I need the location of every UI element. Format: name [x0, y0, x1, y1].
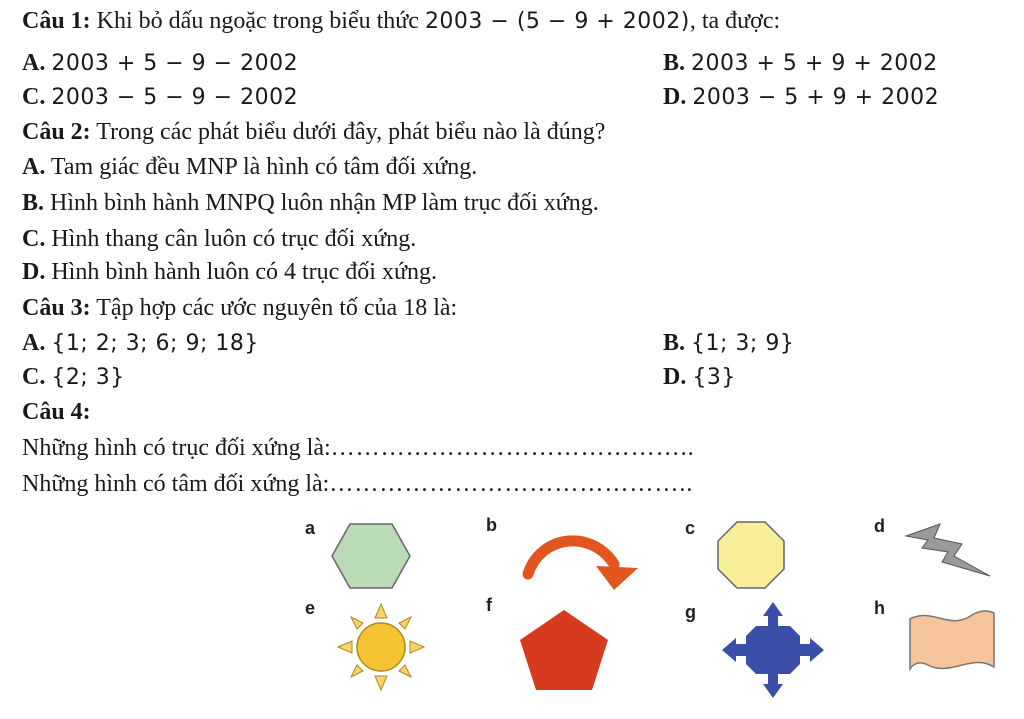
option-value: Tam giác đều MNP là hình có tâm đối xứng.: [50, 154, 478, 180]
option-key: C.: [22, 226, 46, 252]
sun-figure: [336, 602, 426, 692]
option-value: {1; 3; 9}: [691, 331, 795, 356]
option-value: {3}: [692, 365, 736, 390]
question-3-text: Tập hợp các ước nguyên tố của 18 là:: [96, 295, 458, 321]
four-arrow-cross-figure: [720, 600, 826, 700]
option-key: B.: [663, 50, 686, 76]
option-value: Hình thang cân luôn có trục đối xứng.: [51, 226, 417, 252]
option-key: C.: [22, 364, 46, 390]
question-1-label: Câu 1:: [22, 8, 91, 34]
hexagon-figure: [330, 522, 412, 590]
question-1-tail: , ta được:: [689, 8, 781, 34]
figure-label-d: d: [874, 516, 885, 536]
figure-label-f: f: [486, 595, 492, 615]
question-1-option-b[interactable]: [663, 48, 938, 79]
question-1-option-a[interactable]: [22, 48, 298, 79]
curved-arrow-figure: [518, 522, 643, 594]
question-4-stem: [22, 397, 91, 427]
question-4-axis-line: [22, 433, 695, 463]
option-key: B.: [663, 330, 686, 356]
question-2-stem: [22, 117, 605, 147]
option-key: C.: [22, 84, 46, 110]
question-1-option-d[interactable]: [663, 82, 939, 113]
figure-label-c: c: [685, 518, 696, 538]
flag-figure: [906, 605, 998, 677]
center-symmetry-prompt: Những hình có tâm đối xứng là:: [22, 471, 330, 497]
option-value: {1; 2; 3; 6; 9; 18}: [51, 331, 259, 356]
octagon-figure: [716, 520, 786, 590]
option-value: 2003 − 5 + 9 + 2002: [692, 85, 940, 110]
lightning-bolt-figure: [902, 522, 994, 580]
pentagon-figure: [518, 608, 610, 692]
axis-symmetry-answer-blank[interactable]: ……………………………………..: [330, 435, 695, 461]
center-symmetry-answer-blank[interactable]: ……………………………………..: [329, 471, 694, 497]
option-value: 2003 + 5 + 9 + 2002: [691, 51, 938, 76]
option-value: Hình bình hành luôn có 4 trục đối xứng.: [51, 259, 437, 285]
question-3-stem: [22, 293, 457, 323]
question-1-text: Khi bỏ dấu ngoặc trong biểu thức: [96, 8, 419, 34]
question-3-option-c[interactable]: [22, 362, 125, 393]
option-key: B.: [22, 190, 45, 216]
option-value: Hình bình hành MNPQ luôn nhận MP làm trục đối xứng.: [50, 190, 599, 216]
option-key: D.: [663, 364, 687, 390]
figure-label-e: e: [305, 598, 316, 618]
question-2-text: Trong các phát biểu dưới đây, phát biểu nào là đúng?: [96, 119, 606, 145]
question-3-option-d[interactable]: [663, 362, 736, 393]
option-key: A.: [22, 154, 46, 180]
option-key: A.: [22, 330, 46, 356]
figure-label-g: g: [685, 602, 696, 622]
option-value: 2003 + 5 − 9 − 2002: [51, 51, 299, 76]
question-2-option-c[interactable]: [22, 224, 416, 254]
option-value: {2; 3}: [51, 365, 125, 390]
question-3-option-b[interactable]: [663, 328, 794, 359]
question-3-label: Câu 3:: [22, 295, 91, 321]
axis-symmetry-prompt: Những hình có trục đối xứng là:: [22, 435, 331, 461]
option-key: D.: [663, 84, 687, 110]
figure-label-h: h: [874, 598, 885, 618]
question-2-label: Câu 2:: [22, 119, 91, 145]
option-key: D.: [22, 259, 46, 285]
question-2-option-a[interactable]: [22, 152, 477, 182]
question-1-option-c[interactable]: [22, 82, 298, 113]
question-2-option-b[interactable]: [22, 188, 599, 218]
question-1-stem: [22, 6, 780, 37]
question-1-expression: 2003 − (5 − 9 + 2002): [424, 9, 690, 34]
question-4-label: Câu 4:: [22, 399, 91, 425]
question-4-center-line: [22, 469, 693, 499]
figure-label-b: b: [486, 515, 497, 535]
question-3-option-a[interactable]: [22, 328, 259, 359]
option-value: 2003 − 5 − 9 − 2002: [51, 85, 299, 110]
figure-label-a: a: [305, 518, 316, 538]
question-2-option-d[interactable]: [22, 257, 437, 287]
option-key: A.: [22, 50, 46, 76]
